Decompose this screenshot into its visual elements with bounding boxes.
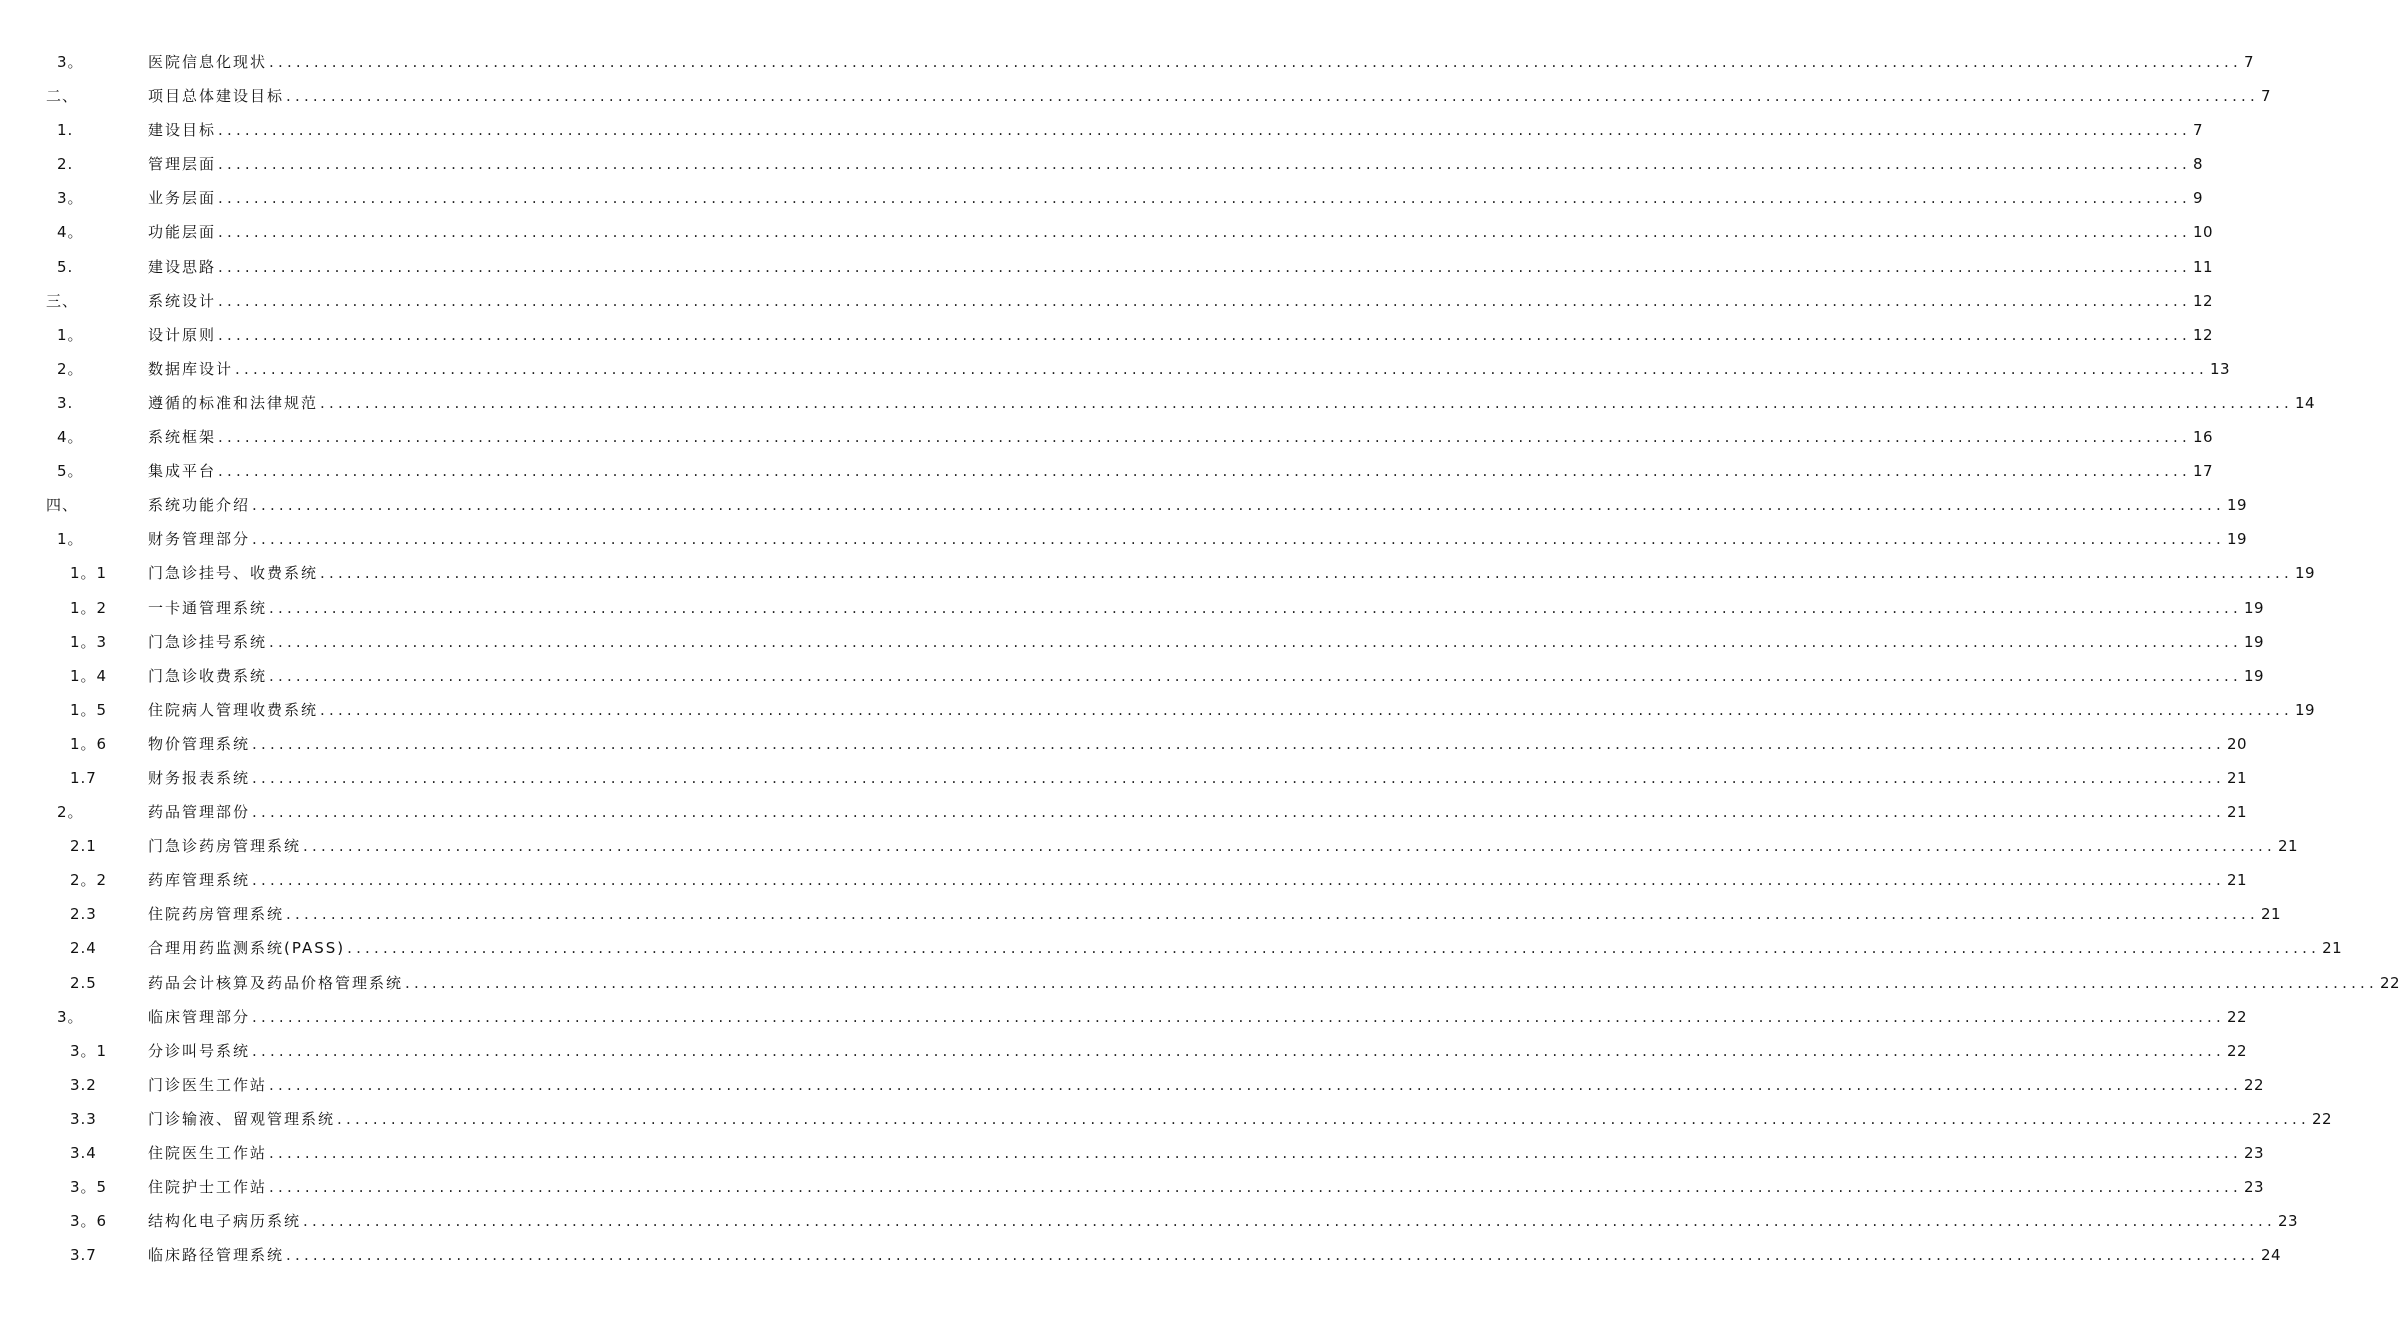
toc-entry-page-number[interactable]: 12 — [2193, 291, 2214, 310]
toc-entry-number: 3.7 — [70, 1246, 97, 1265]
toc-entry-page-number[interactable]: 22 — [2312, 1109, 2333, 1128]
toc-entry-page-number[interactable]: 23 — [2244, 1178, 2265, 1197]
toc-dot-leader: ............................................................................................................................................................................................................................ — [286, 87, 2259, 106]
toc-dot-leader: ............................................................................................................................................................................................................................ — [303, 1212, 2276, 1231]
toc-dot-leader: ............................................................................................................................................................................................................................ — [252, 871, 2225, 890]
toc-entry-line — [148, 870, 2248, 890]
toc-entry[interactable] — [0, 148, 2204, 182]
toc-dot-leader: ............................................................................................................................................................................................................................ — [269, 53, 2242, 71]
toc-entry-title[interactable]: 集成平台 — [148, 462, 217, 481]
toc-dot-leader: ............................................................................................................................................................................................................................ — [252, 803, 2225, 822]
toc-entry-line — [148, 768, 2248, 788]
toc-entry-line — [148, 427, 2214, 447]
toc-dot-leader: ............................................................................................................................................................................................................................ — [286, 1246, 2259, 1265]
toc-entry-title[interactable]: 设计原则 — [148, 325, 217, 344]
toc-dot-leader: ............................................................................................................................................................................................................................ — [269, 632, 2242, 651]
toc-entry[interactable] — [0, 455, 2214, 489]
toc-entry-line — [148, 666, 2265, 686]
toc-entry-line — [148, 188, 2204, 208]
toc-entry[interactable] — [0, 216, 2214, 250]
toc-entry-line — [148, 222, 2214, 242]
toc-entry-number: 1。5 — [70, 700, 108, 719]
toc-entry[interactable] — [0, 114, 2204, 148]
toc-dot-leader: ............................................................................................................................................................................................................................ — [252, 768, 2225, 787]
toc-entry-line — [148, 700, 2316, 720]
toc-entry-number: 2.4 — [70, 939, 97, 958]
toc-entry-title[interactable]: 业务层面 — [148, 189, 217, 208]
toc-entry-title[interactable]: 门急诊药房管理系统 — [148, 837, 302, 856]
toc-entry-page-number[interactable]: 7 — [2244, 53, 2255, 71]
toc-entry-line — [148, 1177, 2265, 1197]
toc-entry-line — [148, 52, 2255, 72]
toc-entry-number: 4。 — [57, 223, 84, 242]
toc-entry-title[interactable]: 物价管理系统 — [148, 734, 251, 753]
toc-entry-title[interactable]: 分诊叫号系统 — [148, 1041, 251, 1060]
toc-entry[interactable] — [0, 626, 2265, 660]
toc-entry-page-number[interactable]: 21 — [2261, 905, 2282, 924]
toc-entry-title[interactable]: 门急诊挂号系统 — [148, 632, 268, 651]
toc-entry[interactable] — [0, 319, 2214, 353]
toc-entry-line — [148, 120, 2204, 140]
toc-entry-line — [148, 257, 2214, 277]
toc-entry-page-number[interactable]: 21 — [2227, 803, 2248, 822]
toc-dot-leader: ............................................................................................................................................................................................................................ — [286, 905, 2259, 924]
toc-entry-title[interactable]: 系统框架 — [148, 428, 217, 447]
toc-entry-title[interactable]: 门急诊收费系统 — [148, 666, 268, 685]
toc-entry[interactable] — [0, 1001, 2248, 1035]
toc-entry[interactable] — [0, 80, 2272, 114]
toc-dot-leader: ............................................................................................................................................................................................................................ — [218, 291, 2191, 310]
toc-entry[interactable] — [0, 864, 2248, 898]
toc-entry-title[interactable]: 门急诊挂号、收费系统 — [148, 564, 319, 583]
toc-entry-number: 二、 — [46, 87, 79, 106]
toc-entry-number: 3.2 — [70, 1075, 97, 1094]
toc-entry[interactable] — [0, 1103, 2333, 1137]
toc-entry[interactable] — [0, 932, 2343, 966]
toc-entry-page-number[interactable]: 19 — [2244, 598, 2265, 617]
toc-entry-page-number[interactable]: 22 — [2244, 1075, 2265, 1094]
toc-entry-title[interactable]: 药品会计核算及药品价格管理系统 — [148, 973, 404, 992]
toc-entry[interactable] — [0, 1069, 2265, 1103]
toc-entry-number: 四、 — [46, 496, 79, 515]
toc-dot-leader: ............................................................................................................................................................................................................................ — [218, 462, 2191, 481]
toc-entry[interactable] — [0, 285, 2214, 319]
toc-entry-number: 2。 — [57, 359, 84, 378]
toc-entry-number: 2.1 — [70, 837, 97, 856]
toc-entry-page-number[interactable]: 16 — [2193, 428, 2214, 447]
toc-entry[interactable] — [0, 182, 2204, 216]
toc-dot-leader: ............................................................................................................................................................................................................................ — [269, 1178, 2242, 1197]
toc-entry-line — [148, 1075, 2265, 1095]
toc-entry[interactable] — [0, 523, 2248, 557]
toc-entry[interactable] — [0, 898, 2282, 932]
toc-entry-title[interactable]: 一卡通管理系统 — [148, 598, 268, 617]
toc-entry-page-number[interactable]: 19 — [2227, 530, 2248, 549]
toc-entry-line — [148, 1143, 2265, 1163]
toc-entry-title[interactable]: 功能层面 — [148, 223, 217, 242]
toc-entry-title[interactable]: 遵循的标准和法律规范 — [148, 393, 319, 412]
toc-dot-leader: ............................................................................................................................................................................................................................ — [269, 1144, 2242, 1162]
toc-entry-number: 三、 — [46, 291, 79, 310]
toc-entry-line — [148, 802, 2248, 822]
toc-entry-number: 1。 — [57, 530, 84, 549]
toc-dot-leader: ............................................................................................................................................................................................................................ — [218, 223, 2191, 242]
toc-entry[interactable] — [0, 967, 2400, 1001]
toc-entry-number: 1。 — [57, 325, 84, 344]
toc-entry-number: 3。6 — [70, 1212, 108, 1231]
toc-entry[interactable] — [0, 728, 2248, 762]
toc-dot-leader: ............................................................................................................................................................................................................................ — [252, 496, 2225, 515]
toc-dot-leader: ............................................................................................................................................................................................................................ — [218, 428, 2191, 447]
toc-entry-line — [148, 973, 2400, 993]
toc-entry[interactable] — [0, 557, 2316, 591]
toc-entry[interactable] — [0, 421, 2214, 455]
toc-entry[interactable] — [0, 694, 2316, 728]
toc-entry[interactable] — [0, 830, 2299, 864]
toc-entry-number: 3。 — [57, 189, 84, 208]
table-of-contents — [0, 46, 2400, 1273]
toc-dot-leader: ............................................................................................................................................................................................................................ — [269, 666, 2242, 685]
toc-entry-page-number[interactable]: 14 — [2295, 393, 2316, 412]
toc-entry-title[interactable]: 财务报表系统 — [148, 768, 251, 787]
toc-entry-page-number[interactable]: 24 — [2261, 1246, 2282, 1265]
toc-dot-leader: ............................................................................................................................................................................................................................ — [218, 121, 2191, 140]
toc-entry-page-number[interactable]: 22 — [2227, 1041, 2248, 1060]
toc-entry-number: 3. — [57, 393, 74, 412]
toc-entry[interactable] — [0, 1239, 2282, 1273]
toc-entry-page-number[interactable]: 19 — [2295, 700, 2316, 719]
toc-entry-line — [148, 325, 2214, 345]
toc-entry-line — [148, 86, 2272, 106]
toc-entry[interactable] — [0, 251, 2214, 285]
toc-entry-page-number[interactable]: 19 — [2244, 666, 2265, 685]
toc-entry-line — [148, 1211, 2299, 1231]
toc-entry-number: 1。2 — [70, 598, 108, 617]
toc-entry-title[interactable]: 合理用药监测系统(PASS) — [148, 939, 346, 958]
toc-entry-line — [148, 904, 2282, 924]
toc-entry-page-number[interactable]: 10 — [2193, 223, 2214, 242]
toc-dot-leader: ............................................................................................................................................................................................................................ — [218, 155, 2191, 174]
toc-entry-title[interactable]: 医院信息化现状 — [148, 53, 268, 71]
toc-dot-leader: ............................................................................................................................................................................................................................ — [405, 973, 2378, 992]
toc-entry[interactable] — [0, 1035, 2248, 1069]
toc-entry-title[interactable]: 住院病人管理收费系统 — [148, 700, 319, 719]
toc-entry[interactable] — [0, 353, 2231, 387]
toc-entry-number: 5. — [57, 257, 74, 276]
toc-dot-leader: ............................................................................................................................................................................................................................ — [303, 837, 2276, 856]
toc-dot-leader: ............................................................................................................................................................................................................................ — [320, 564, 2293, 583]
toc-entry-page-number[interactable]: 22 — [2227, 1007, 2248, 1026]
toc-entry-number: 3。 — [57, 53, 84, 71]
toc-entry-page-number[interactable]: 19 — [2227, 496, 2248, 515]
toc-entry-line — [148, 632, 2265, 652]
toc-entry-number: 1。6 — [70, 734, 108, 753]
toc-entry-page-number[interactable]: 11 — [2193, 257, 2214, 276]
toc-entry-title[interactable]: 临床路径管理系统 — [148, 1246, 285, 1265]
toc-entry-title[interactable]: 管理层面 — [148, 155, 217, 174]
toc-entry-number: 4。 — [57, 428, 84, 447]
toc-entry-number: 1。4 — [70, 666, 108, 685]
toc-entry-line — [148, 1007, 2248, 1027]
toc-entry-page-number[interactable]: 21 — [2227, 871, 2248, 890]
toc-entry-title[interactable]: 门诊医生工作站 — [148, 1075, 268, 1094]
toc-entry[interactable] — [0, 592, 2265, 626]
toc-entry-line — [148, 1041, 2248, 1061]
toc-entry-line — [148, 734, 2248, 754]
toc-dot-leader: ............................................................................................................................................................................................................................ — [320, 700, 2293, 719]
toc-entry-line — [148, 836, 2299, 856]
toc-entry[interactable] — [0, 762, 2248, 796]
toc-entry-title[interactable]: 系统设计 — [148, 291, 217, 310]
toc-entry-line — [148, 495, 2248, 515]
toc-entry-title[interactable]: 住院药房管理系统 — [148, 905, 285, 924]
toc-entry[interactable] — [0, 660, 2265, 694]
toc-entry-page-number[interactable]: 19 — [2244, 632, 2265, 651]
toc-dot-leader: ............................................................................................................................................................................................................................ — [252, 530, 2225, 549]
toc-entry-number: 1.7 — [70, 768, 97, 787]
toc-dot-leader: ............................................................................................................................................................................................................................ — [218, 257, 2191, 276]
toc-entry-line — [148, 1245, 2282, 1265]
toc-entry-number: 2. — [57, 155, 74, 174]
toc-entry-number: 1。1 — [70, 564, 108, 583]
toc-entry[interactable] — [0, 1205, 2299, 1239]
toc-dot-leader: ............................................................................................................................................................................................................................ — [269, 598, 2242, 617]
toc-entry-line — [148, 393, 2316, 413]
toc-entry-number: 2.3 — [70, 905, 97, 924]
toc-entry-title[interactable]: 数据库设计 — [148, 359, 234, 378]
toc-entry-title[interactable]: 建设目标 — [148, 121, 217, 140]
toc-entry[interactable] — [0, 1171, 2265, 1205]
toc-entry-title[interactable]: 住院医生工作站 — [148, 1144, 268, 1162]
toc-entry[interactable] — [0, 489, 2248, 523]
toc-entry-title[interactable]: 系统功能介绍 — [148, 496, 251, 515]
toc-entry-page-number[interactable]: 9 — [2193, 189, 2204, 208]
toc-entry-line — [148, 563, 2316, 583]
toc-entry-page-number[interactable]: 21 — [2278, 837, 2299, 856]
toc-entry-title[interactable]: 项目总体建设目标 — [148, 87, 285, 106]
toc-dot-leader: ............................................................................................................................................................................................................................ — [320, 393, 2293, 412]
toc-entry-line — [148, 291, 2214, 311]
toc-entry-title[interactable]: 财务管理部分 — [148, 530, 251, 549]
toc-entry-page-number[interactable]: 22 — [2380, 973, 2400, 992]
toc-entry-number: 3。5 — [70, 1178, 108, 1197]
toc-entry-page-number[interactable]: 21 — [2227, 768, 2248, 787]
toc-entry-title[interactable]: 临床管理部分 — [148, 1007, 251, 1026]
toc-entry-page-number[interactable]: 23 — [2278, 1212, 2299, 1231]
toc-entry-title[interactable]: 建设思路 — [148, 257, 217, 276]
toc-entry-page-number[interactable]: 23 — [2244, 1144, 2265, 1162]
toc-entry-line — [148, 154, 2204, 174]
toc-entry-title[interactable]: 门诊输液、留观管理系统 — [148, 1109, 336, 1128]
toc-entry-page-number[interactable]: 7 — [2193, 121, 2204, 140]
toc-dot-leader: ............................................................................................................................................................................................................................ — [235, 359, 2208, 378]
toc-entry-title[interactable]: 药库管理系统 — [148, 871, 251, 890]
toc-entry-line — [148, 598, 2265, 618]
toc-dot-leader: ............................................................................................................................................................................................................................ — [218, 325, 2191, 344]
toc-entry-number: 3。 — [57, 1007, 84, 1026]
toc-entry-number: 1. — [57, 121, 74, 140]
toc-entry-line — [148, 461, 2214, 481]
toc-entry-line — [148, 359, 2231, 379]
toc-dot-leader: ............................................................................................................................................................................................................................ — [269, 1075, 2242, 1094]
toc-entry-line — [148, 529, 2248, 549]
toc-entry-title[interactable]: 住院护士工作站 — [148, 1178, 268, 1197]
toc-dot-leader: ............................................................................................................................................................................................................................ — [252, 1007, 2225, 1026]
toc-entry-page-number[interactable]: 17 — [2193, 462, 2214, 481]
toc-entry-number: 2.5 — [70, 973, 97, 992]
toc-entry[interactable] — [0, 1137, 2265, 1171]
toc-entry-line — [148, 1109, 2333, 1129]
toc-dot-leader: ............................................................................................................................................................................................................................ — [252, 1041, 2225, 1060]
toc-entry[interactable] — [0, 46, 2255, 80]
toc-entry-number: 2。 — [57, 803, 84, 822]
toc-entry-title[interactable]: 结构化电子病历系统 — [148, 1212, 302, 1231]
toc-entry-page-number[interactable]: 21 — [2322, 939, 2343, 958]
toc-entry-number: 2。2 — [70, 871, 108, 890]
toc-entry-page-number[interactable]: 8 — [2193, 155, 2204, 174]
toc-entry-page-number[interactable]: 13 — [2210, 359, 2231, 378]
toc-entry-number: 5。 — [57, 462, 84, 481]
toc-dot-leader: ............................................................................................................................................................................................................................ — [218, 189, 2191, 208]
toc-entry-number: 3。1 — [70, 1041, 108, 1060]
toc-entry-title[interactable]: 药品管理部份 — [148, 803, 251, 822]
toc-entry[interactable] — [0, 387, 2316, 421]
toc-entry-number: 3.4 — [70, 1144, 97, 1162]
toc-entry-page-number[interactable]: 7 — [2261, 87, 2272, 106]
toc-entry-page-number[interactable]: 12 — [2193, 325, 2214, 344]
toc-entry-number: 1。3 — [70, 632, 108, 651]
toc-dot-leader: ............................................................................................................................................................................................................................ — [347, 939, 2321, 958]
toc-dot-leader: ............................................................................................................................................................................................................................ — [337, 1109, 2310, 1128]
toc-entry-page-number[interactable]: 20 — [2227, 734, 2248, 753]
toc-entry-line — [148, 938, 2343, 958]
toc-entry-number: 3.3 — [70, 1109, 97, 1128]
toc-entry[interactable] — [0, 796, 2248, 830]
toc-entry-page-number[interactable]: 19 — [2295, 564, 2316, 583]
toc-dot-leader: ............................................................................................................................................................................................................................ — [252, 734, 2225, 753]
